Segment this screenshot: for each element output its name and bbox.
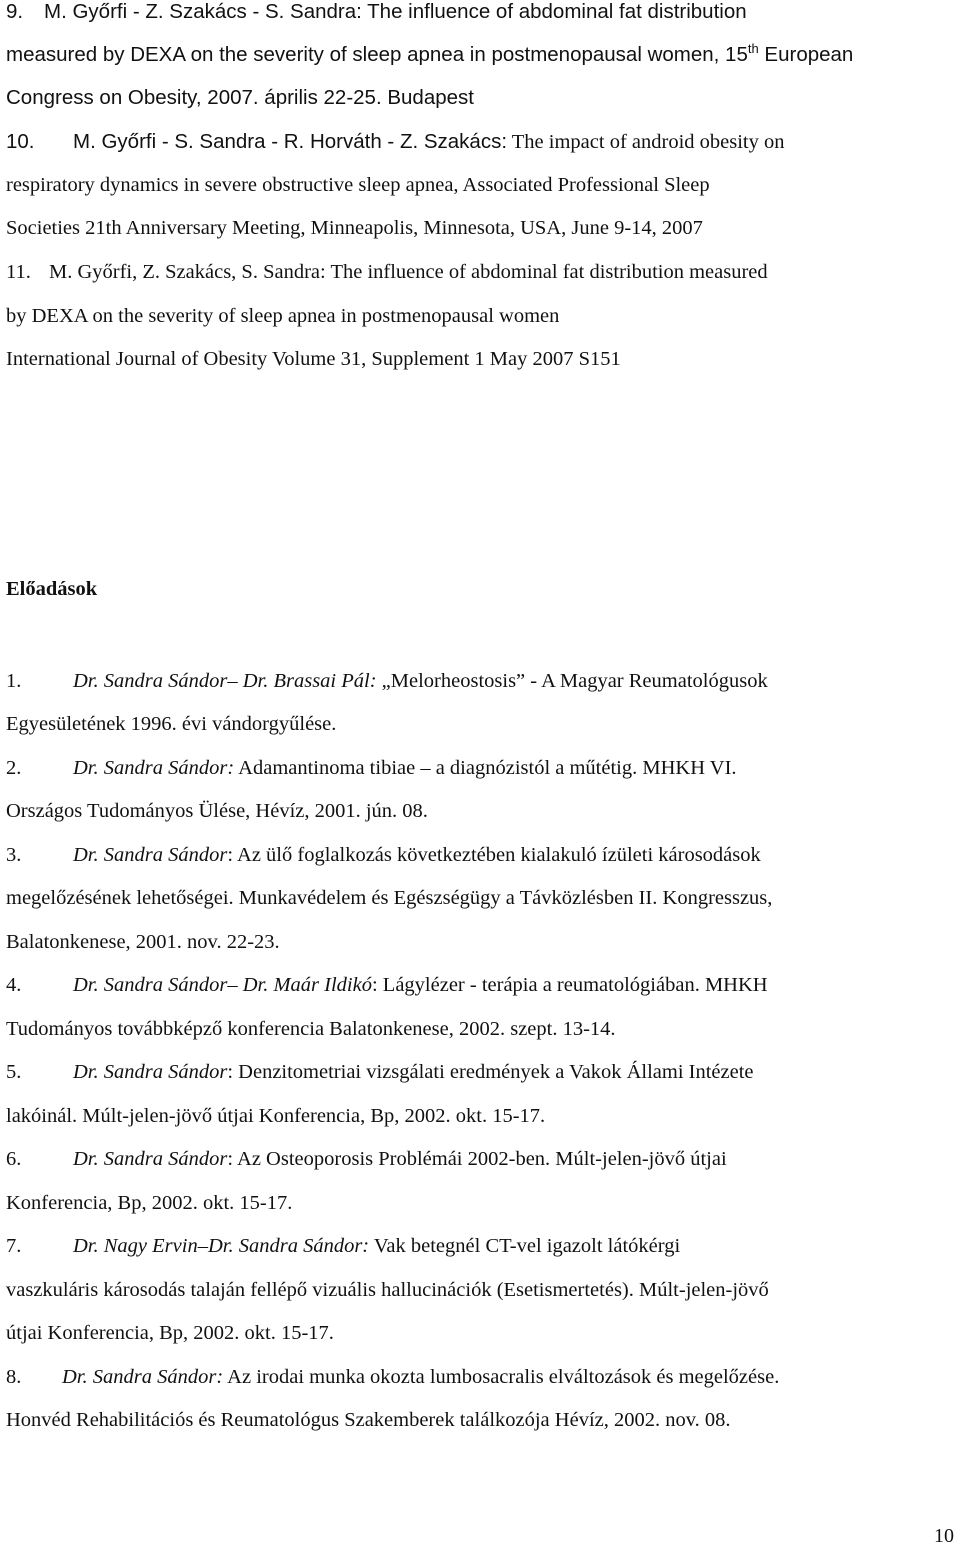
talk-authors: Dr. Nagy Ervin–Dr. Sandra Sándor: — [73, 1235, 370, 1257]
talk-text: Egyesületének 1996. évi vándorgyűlése. — [6, 713, 337, 735]
talk-authors: Dr. Sandra Sándor: — [62, 1366, 224, 1388]
talk-7-line-3 — [6, 1312, 334, 1356]
publication-10-line-2 — [6, 164, 710, 208]
talk-6-line-1 — [6, 1138, 727, 1182]
publication-text: M. Győrfi, Z. Szakács, S. Sandra: The influence of abdominal fat distribution measured — [49, 261, 768, 283]
talk-number: 2. — [6, 757, 22, 779]
talk-text: Balatonkenese, 2001. nov. 22-23. — [6, 931, 280, 953]
talk-8-line-1 — [6, 1356, 779, 1400]
talk-authors: Dr. Sandra Sándor — [73, 1148, 228, 1170]
publication-10-line-3 — [6, 207, 703, 251]
publication-authors: M. Győrfi - S. Sandra - R. Horváth - Z. Szakács: — [73, 130, 508, 153]
talk-number: 7. — [6, 1235, 22, 1257]
talk-text: Honvéd Rehabilitációs és Reumatológus Szakemberek találkozója Hévíz, 2002. nov. 08. — [6, 1409, 731, 1431]
publication-text: International Journal of Obesity Volume 31, Supplement 1 May 2007 S151 — [6, 348, 621, 370]
talk-text: Konferencia, Bp, 2002. okt. 15-17. — [6, 1192, 293, 1214]
publication-9-line-3 — [6, 76, 474, 120]
talk-number: 4. — [6, 974, 22, 996]
talk-1-line-1 — [6, 660, 768, 704]
publication-text: Societies 21th Anniversary Meeting, Minneapolis, Minnesota, USA, June 9-14, 2007 — [6, 217, 703, 239]
talk-2-line-1 — [6, 747, 737, 791]
talk-title: Az irodai munka okozta lumbosacralis elváltozások és megelőzése. — [223, 1366, 780, 1388]
publication-11-line-3 — [6, 338, 621, 382]
publication-text: respiratory dynamics in severe obstructive sleep apnea, Associated Professional Sleep — [6, 174, 710, 196]
talk-title: : Denzitometriai vizsgálati eredmények a Vakok Állami Intézete — [227, 1061, 754, 1083]
talk-number: 8. — [6, 1366, 22, 1388]
talk-title: : Az Osteoporosis Problémái 2002-ben. Múlt-jelen-jövő útjai — [227, 1148, 727, 1170]
talk-title: : Az ülő foglalkozás következtében kialakuló ízületi károsodások — [227, 844, 761, 866]
publication-text: M. Győrfi - Z. Szakács - S. Sandra: The influence of abdominal fat distribution — [44, 0, 747, 23]
talk-text: megelőzésének lehetőségei. Munkavédelem és Egészségügy a Távközlésben II. Kongresszus, — [6, 887, 773, 909]
talk-title: Vak betegnél CT-vel igazolt látókérgi — [369, 1235, 681, 1257]
talk-text: Országos Tudományos Ülése, Hévíz, 2001. jún. 08. — [6, 800, 428, 822]
talk-authors: Dr. Sandra Sándor — [73, 844, 228, 866]
talk-4-line-2 — [6, 1008, 616, 1052]
talk-7-line-1 — [6, 1225, 680, 1269]
talk-number: 5. — [6, 1061, 22, 1083]
publication-11-line-2 — [6, 295, 559, 339]
talk-3-line-1 — [6, 834, 761, 878]
talk-title: „Melorheostosis” - A Magyar Reumatológusok — [376, 670, 768, 692]
talk-text: útjai Konferencia, Bp, 2002. okt. 15-17. — [6, 1322, 334, 1344]
talk-authors: Dr. Sandra Sándor– Dr. Maár Ildikó — [73, 974, 372, 996]
publication-number: 9. — [6, 0, 24, 23]
talk-authors: Dr. Sandra Sándor — [73, 1061, 228, 1083]
publication-11-line-1 — [6, 251, 768, 295]
talk-authors: Dr. Sandra Sándor– Dr. Brassai Pál: — [73, 670, 377, 692]
talk-authors: Dr. Sandra Sándor: — [73, 757, 235, 779]
publication-number: 10. — [6, 130, 35, 153]
talk-3-line-2 — [6, 877, 772, 921]
page-number: 10 — [934, 1525, 954, 1547]
talk-number: 1. — [6, 670, 22, 692]
talk-5-line-1 — [6, 1051, 754, 1095]
superscript: th — [747, 41, 759, 56]
publication-text: Congress on Obesity, 2007. április 22-25. Budapest — [6, 86, 474, 109]
talk-8-line-2 — [6, 1399, 731, 1443]
talk-4-line-1 — [6, 964, 768, 1008]
publication-10-line-1 — [6, 120, 784, 165]
talk-number: 6. — [6, 1148, 22, 1170]
publication-9-line-2 — [6, 33, 853, 77]
talk-6-line-2 — [6, 1182, 292, 1226]
publication-text: European — [758, 43, 854, 66]
talk-title: Adamantinoma tibiae – a diagnózistól a műtétig. MHKH VI. — [234, 757, 737, 779]
publication-number: 11. — [6, 261, 31, 283]
talk-text: Tudományos továbbképző konferencia Balatonkenese, 2002. szept. 13-14. — [6, 1018, 616, 1040]
talk-1-line-2 — [6, 703, 336, 747]
talk-text: lakóinál. Múlt-jelen-jövő útjai Konferencia, Bp, 2002. okt. 15-17. — [6, 1105, 546, 1127]
talk-text: vaszkuláris károsodás talaján fellépő vizuális hallucinációk (Esetismertetés). Múlt-jelen-jövő — [6, 1279, 769, 1301]
publication-text: measured by DEXA on the severity of sleep apnea in postmenopausal women, 15 — [6, 43, 748, 66]
talk-2-line-2 — [6, 790, 428, 834]
talk-7-line-2 — [6, 1269, 769, 1313]
talk-5-line-2 — [6, 1095, 545, 1139]
section-heading: Előadások — [6, 578, 98, 600]
talk-3-line-3 — [6, 921, 280, 965]
talk-number: 3. — [6, 844, 22, 866]
talk-title: : Lágylézer - terápia a reumatológiában. MHKH — [371, 974, 768, 996]
publication-text: The impact of android obesity on — [507, 131, 785, 153]
publication-9-line-1 — [6, 0, 747, 34]
publication-text: by DEXA on the severity of sleep apnea in postmenopausal women — [6, 305, 560, 327]
